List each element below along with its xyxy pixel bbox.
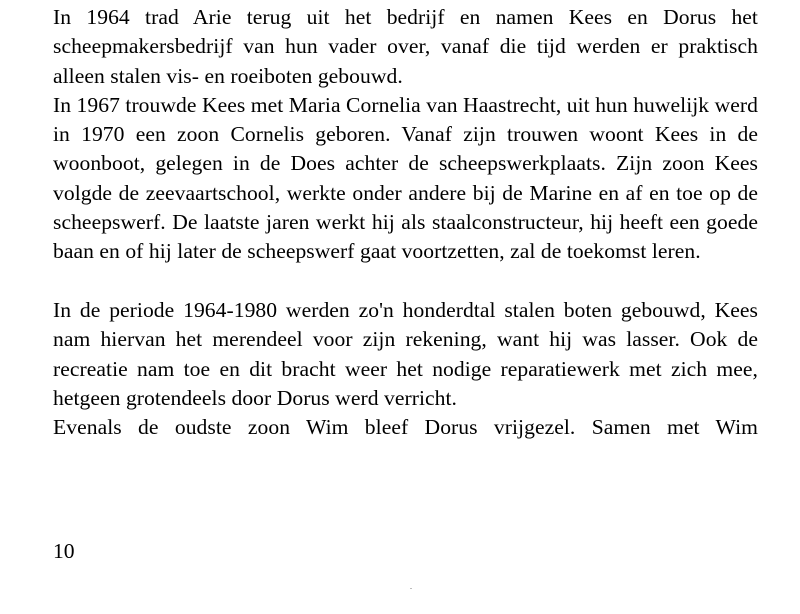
paragraph-1964-1980: In de periode 1964-1980 werden zo'n honderdtal stalen boten gebouwd, Kees nam hiervan het merendeel voor zijn rekening, want hij was lasser. Ook de recreatie nam toe en dit bracht weer het nodige reparatiewerk met zich mee, hetgeen grotendeels door Dorus werd verricht. (53, 297, 758, 410)
scan-speck (410, 588, 412, 589)
paragraph-1967: In 1967 trouwde Kees met Maria Cornelia van Haastrecht, uit hun huwelijk werd in 1970 een zoon Cornelis geboren. Vanaf zijn trouwen woont Kees in de woonboot, gelegen in de Does achter de scheepswerkplaats. Zijn zoon Kees volgde de zeevaartschool, werkte onder andere bij de Marine en af en toe op de scheepswerf. De laatste jaren werkt hij als staalconstructeur, hij heeft een goede baan en of hij later de scheepswerf gaat voortzetten, zal de toekomst leren. (53, 92, 758, 264)
paragraph-1964: In 1964 trad Arie terug uit het bedrijf en namen Kees en Dorus het scheepmakersbedrijf van hun vader over, vanaf die tijd werden er praktisch alleen stalen vis- en roeiboten gebouwd. (53, 5, 758, 88)
body-text (53, 3, 758, 442)
page-number: 10 (53, 539, 75, 563)
paragraph-spacer (53, 267, 758, 296)
paragraph-evenals: Evenals de oudste zoon Wim bleef Dorus vrijgezel. Samen met Wim (53, 415, 758, 440)
